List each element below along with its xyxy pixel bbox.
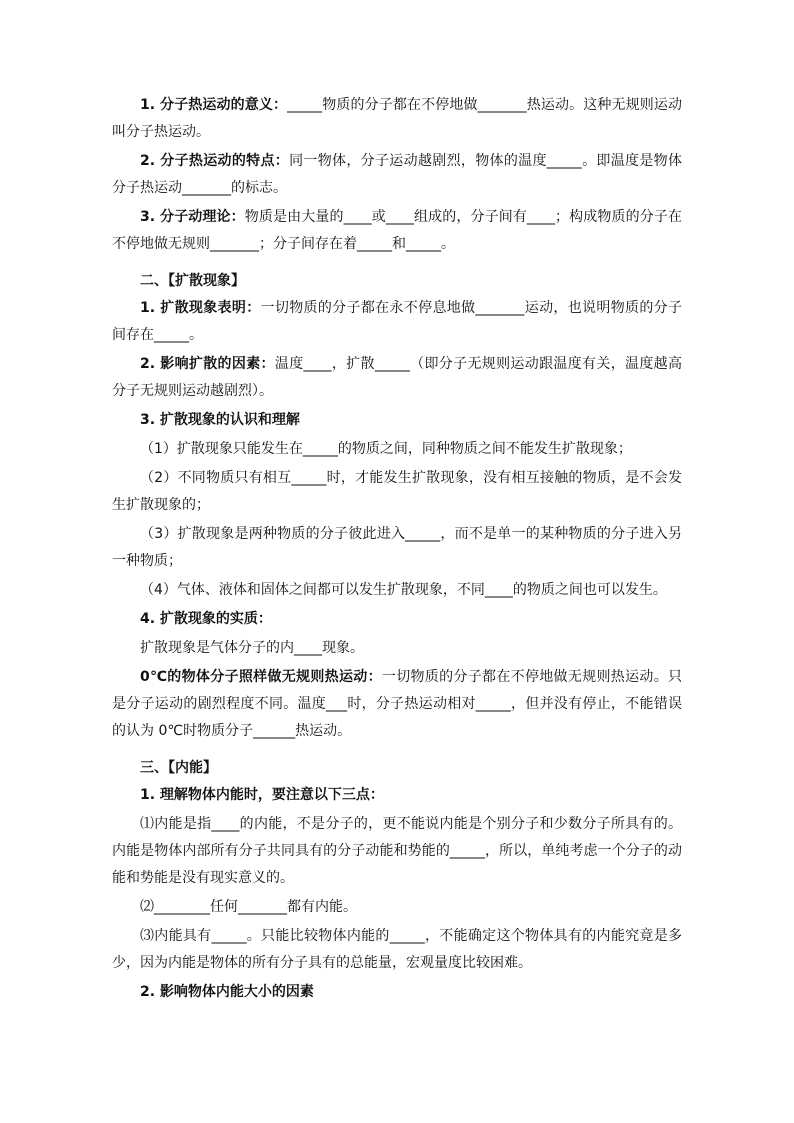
paragraph-text: _____物质的分子都在不停地做_______热运动。这种无规则运动叫分子热运动。 xyxy=(112,97,683,140)
paragraph-title: 3. 分子动理论： xyxy=(140,209,245,225)
paragraph-diffusion-understanding-title: 3. 扩散现象的认识和理解 xyxy=(140,412,300,428)
paragraph-diffusion-factors xyxy=(112,351,682,405)
paragraph-zero-degree-motion xyxy=(112,664,682,745)
paragraph-title: 0℃的物体分子照样做无规则热运动： xyxy=(140,669,382,685)
paragraph-title: 2. 分子热运动的特点： xyxy=(140,153,290,169)
paragraph-text: 一切物质的分子都在永不停息地做_______运动，也说明物质的分子间存在_____。 xyxy=(112,300,683,343)
list-item: ⑴内能是指____的内能，不是分子的，更不能说内能是个别分子和少数分子所具有的。内能是物体内部所有分子共同具有的分子动能和势能的_____，所以，单纯考虑一个分子的动能和势能是没有现实意义的。 xyxy=(112,816,682,886)
paragraph-molecular-motion-features xyxy=(112,148,682,202)
paragraph-text: 物质是由大量的____或____组成的，分子间有____；构成物质的分子在不停地做无规则_______；分子间存在着_____和_____。 xyxy=(112,209,682,252)
paragraph-internal-energy-factors-title: 2. 影响物体内能大小的因素 xyxy=(140,984,314,1000)
paragraph-text: 同一物体，分子运动越剧烈，物体的温度_____。即温度是物体分子热运动_______的标志。 xyxy=(112,153,682,196)
paragraph-title: 1. 扩散现象表明： xyxy=(140,300,261,316)
paragraph-internal-energy-points-title: 1. 理解物体内能时，要注意以下三点： xyxy=(140,787,384,803)
list-item: ⑶内能具有_____。只能比较物体内能的_____，不能确定这个物体具有的内能究竟是多少，因为内能是物体的所有分子具有的总能量，宏观量度比较困难。 xyxy=(112,928,682,971)
paragraph-text: 一切物质的分子都在不停地做无规则热运动。只是分子运动的剧烈程度不同。温度___时，分子热运动相对_____，但并没有停止，不能错误的认为 0℃时物质分子______热运动。 xyxy=(112,669,682,739)
paragraph-molecular-motion-meaning xyxy=(112,92,682,146)
list-item: （4）气体、液体和固体之间都可以发生扩散现象，不同____的物质之间也可以发生。 xyxy=(140,582,667,598)
paragraph-text: 温度____，扩散_____（即分子无规则运动跟温度有关，温度越高分子无规则运动越剧烈）。 xyxy=(112,356,683,399)
section-heading-internal-energy: 三、【内能】 xyxy=(140,760,217,776)
paragraph-diffusion-shows xyxy=(112,295,682,349)
paragraph-diffusion-essence: 扩散现象是气体分子的内____现象。 xyxy=(140,640,364,656)
section-heading-diffusion: 二、【扩散现象】 xyxy=(140,273,245,289)
paragraph-title: 2. 影响扩散的因素： xyxy=(140,356,275,372)
paragraph-title: 1. 分子热运动的意义： xyxy=(140,97,288,113)
list-item: ⑵________任何_______都有内能。 xyxy=(140,899,357,915)
paragraph-kinetic-theory xyxy=(112,204,682,258)
list-item: （2）不同物质只有相互_____时，才能发生扩散现象，没有相互接触的物质，是不会发生扩散现象的； xyxy=(112,470,682,513)
paragraph-diffusion-essence-title: 4. 扩散现象的实质： xyxy=(140,611,272,627)
document-page xyxy=(112,92,682,1006)
list-item: （1）扩散现象只能发生在_____的物质之间，同种物质之间不能发生扩散现象； xyxy=(140,441,632,457)
list-item: （3）扩散现象是两种物质的分子彼此进入_____，而不是单一的某种物质的分子进入另一种物质； xyxy=(112,526,682,569)
